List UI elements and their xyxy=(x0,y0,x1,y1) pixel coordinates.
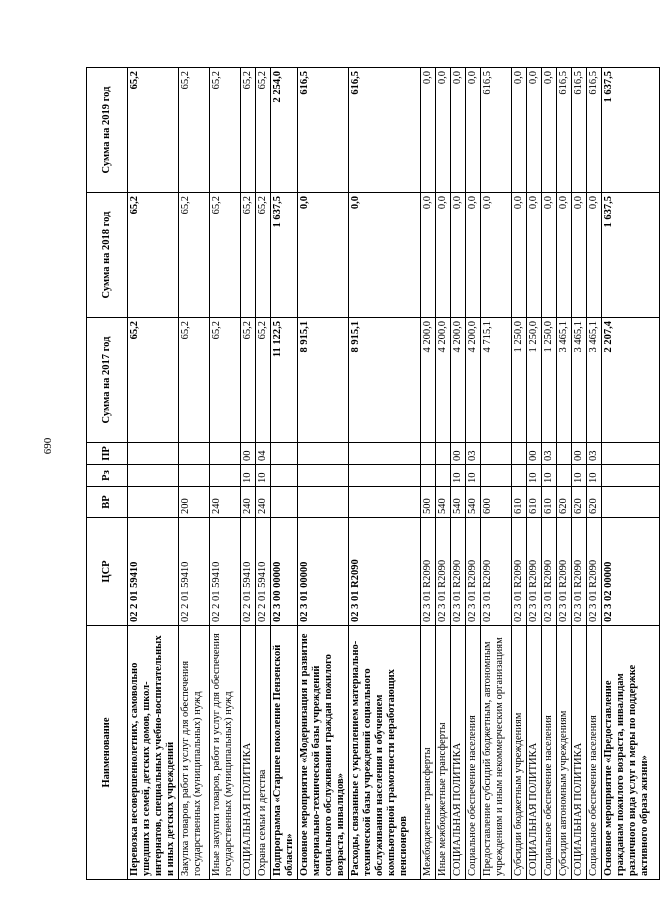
table-row xyxy=(421,68,436,880)
cell-sum-2018: 0,0 xyxy=(572,193,587,318)
cell-sum-2018: 0,0 xyxy=(349,193,421,318)
cell-sum-2019: 65,2 xyxy=(179,68,210,193)
cell-sum-2017: 65,2 xyxy=(210,318,241,443)
cell-sum-2018: 0,0 xyxy=(481,193,512,318)
cell-name: Социальное обеспечение населения xyxy=(466,626,481,880)
cell-csr: 02 2 01 59410 xyxy=(256,518,271,626)
cell-sum-2019: 0,0 xyxy=(421,68,436,193)
cell-sum-2017: 65,2 xyxy=(128,318,179,443)
cell-vr: 610 xyxy=(527,487,542,518)
cell-sum-2017: 65,2 xyxy=(256,318,271,443)
cell-name: СОЦИАЛЬНАЯ ПОЛИТИКА xyxy=(451,626,466,880)
cell-name: Социальное обеспечение населения xyxy=(542,626,557,880)
cell-sum-2017: 3 465,1 xyxy=(572,318,587,443)
cell-pr: 03 xyxy=(466,443,481,465)
cell-vr: 610 xyxy=(542,487,557,518)
cell-vr: 610 xyxy=(512,487,527,518)
cell-rz xyxy=(298,465,349,487)
cell-sum-2018: 0,0 xyxy=(527,193,542,318)
cell-sum-2017: 65,2 xyxy=(179,318,210,443)
cell-vr: 540 xyxy=(436,487,451,518)
cell-sum-2017: 8 915,1 xyxy=(349,318,421,443)
cell-sum-2018: 0,0 xyxy=(466,193,481,318)
cell-rz xyxy=(436,465,451,487)
cell-sum-2019: 0,0 xyxy=(436,68,451,193)
header-sum-2018: Сумма на 2018 год xyxy=(87,193,128,318)
rotated-table-container xyxy=(86,68,650,880)
cell-sum-2017: 3 465,1 xyxy=(557,318,572,443)
cell-pr xyxy=(298,443,349,465)
cell-sum-2019: 0,0 xyxy=(512,68,527,193)
cell-pr xyxy=(128,443,179,465)
cell-sum-2019: 616,5 xyxy=(349,68,421,193)
cell-pr xyxy=(271,443,298,465)
cell-name: Расходы, связанные с укреплением материально-технической базы учреждений социального обслуживания населения и обучением компьютерной грамотности неработающих пенсионеров xyxy=(349,626,421,880)
cell-name: Подпрограмма «Старшее поколение Пензенской области» xyxy=(271,626,298,880)
cell-vr: 620 xyxy=(587,487,602,518)
cell-sum-2019: 65,2 xyxy=(128,68,179,193)
table-row xyxy=(210,68,241,880)
cell-vr: 240 xyxy=(256,487,271,518)
cell-rz: 10 xyxy=(451,465,466,487)
cell-sum-2018: 65,2 xyxy=(210,193,241,318)
cell-sum-2019: 2 254,0 xyxy=(271,68,298,193)
cell-sum-2018: 0,0 xyxy=(587,193,602,318)
cell-name: Предоставление субсидий бюджетным, автономным учреждениям и иным некоммерческим организациям xyxy=(481,626,512,880)
cell-csr: 02 3 01 R2090 xyxy=(349,518,421,626)
cell-sum-2018: 65,2 xyxy=(256,193,271,318)
cell-name: Перевозка несовершеннолетних, самовольно ушедших из семей, детских домов, школ-интернатов, специальных учебно-воспитательных и иных детских учреждений xyxy=(128,626,179,880)
cell-sum-2018: 0,0 xyxy=(298,193,349,318)
table-row xyxy=(128,68,179,880)
cell-vr xyxy=(271,487,298,518)
header-sum-2017: Сумма на 2017 год xyxy=(87,318,128,443)
cell-name: СОЦИАЛЬНАЯ ПОЛИТИКА xyxy=(527,626,542,880)
table-row xyxy=(179,68,210,880)
cell-sum-2017: 4 200,0 xyxy=(436,318,451,443)
table-row xyxy=(602,68,660,880)
table-row xyxy=(466,68,481,880)
cell-rz xyxy=(421,465,436,487)
cell-pr xyxy=(557,443,572,465)
cell-pr xyxy=(481,443,512,465)
cell-rz xyxy=(210,465,241,487)
cell-sum-2017: 8 915,1 xyxy=(298,318,349,443)
budget-table xyxy=(86,67,660,880)
cell-vr: 540 xyxy=(466,487,481,518)
cell-vr: 620 xyxy=(557,487,572,518)
table-row xyxy=(557,68,572,880)
cell-rz xyxy=(602,465,660,487)
cell-sum-2018: 65,2 xyxy=(179,193,210,318)
cell-csr: 02 3 01 R2090 xyxy=(557,518,572,626)
cell-rz: 10 xyxy=(527,465,542,487)
cell-vr: 200 xyxy=(179,487,210,518)
cell-csr: 02 3 01 R2090 xyxy=(451,518,466,626)
cell-sum-2019: 616,5 xyxy=(572,68,587,193)
cell-rz: 10 xyxy=(466,465,481,487)
cell-name: Иные закупки товаров, работ и услуг для обеспечения государственных (муниципальных) нужд xyxy=(210,626,241,880)
cell-sum-2018: 1 637,5 xyxy=(271,193,298,318)
cell-name: Основное мероприятие «Модернизация и развитие материально-технической базы учреждений социального обслуживания граждан пожилого возраста, инвалидов» xyxy=(298,626,349,880)
header-vr: ВР xyxy=(87,487,128,518)
cell-name: Субсидии бюджетным учреждениям xyxy=(512,626,527,880)
cell-rz: 10 xyxy=(572,465,587,487)
cell-csr: 02 3 01 R2090 xyxy=(436,518,451,626)
cell-sum-2019: 0,0 xyxy=(527,68,542,193)
cell-csr: 02 3 00 00000 xyxy=(271,518,298,626)
table-row xyxy=(349,68,421,880)
cell-sum-2018: 0,0 xyxy=(512,193,527,318)
table-row xyxy=(527,68,542,880)
cell-vr: 620 xyxy=(572,487,587,518)
cell-sum-2019: 616,5 xyxy=(298,68,349,193)
table-row xyxy=(481,68,512,880)
cell-rz xyxy=(179,465,210,487)
header-csr: ЦСР xyxy=(87,518,128,626)
cell-rz xyxy=(349,465,421,487)
cell-pr: 00 xyxy=(451,443,466,465)
cell-name: СОЦИАЛЬНАЯ ПОЛИТИКА xyxy=(572,626,587,880)
cell-rz xyxy=(128,465,179,487)
cell-sum-2018: 0,0 xyxy=(436,193,451,318)
cell-name: Иные межбюджетные трансферты xyxy=(436,626,451,880)
cell-sum-2017: 1 250,0 xyxy=(527,318,542,443)
cell-sum-2017: 2 207,4 xyxy=(602,318,660,443)
cell-csr: 02 3 01 R2090 xyxy=(542,518,557,626)
cell-csr: 02 2 01 59410 xyxy=(241,518,256,626)
table-row xyxy=(587,68,602,880)
cell-rz xyxy=(481,465,512,487)
cell-csr: 02 2 01 59410 xyxy=(179,518,210,626)
cell-sum-2017: 4 715,1 xyxy=(481,318,512,443)
cell-sum-2019: 65,2 xyxy=(241,68,256,193)
table-row xyxy=(542,68,557,880)
cell-sum-2018: 0,0 xyxy=(451,193,466,318)
cell-sum-2019: 65,2 xyxy=(256,68,271,193)
cell-sum-2017: 65,2 xyxy=(241,318,256,443)
cell-sum-2018: 0,0 xyxy=(421,193,436,318)
cell-rz xyxy=(557,465,572,487)
table-row xyxy=(451,68,466,880)
cell-vr: 600 xyxy=(481,487,512,518)
cell-csr: 02 3 01 R2090 xyxy=(587,518,602,626)
cell-name: Охрана семьи и детства xyxy=(256,626,271,880)
cell-pr: 03 xyxy=(542,443,557,465)
cell-name: Закупка товаров, работ и услуг для обеспечения государственных (муниципальных) нужд xyxy=(179,626,210,880)
cell-sum-2018: 0,0 xyxy=(542,193,557,318)
cell-sum-2018: 65,2 xyxy=(128,193,179,318)
cell-sum-2019: 616,5 xyxy=(481,68,512,193)
cell-rz xyxy=(512,465,527,487)
cell-vr: 240 xyxy=(241,487,256,518)
cell-csr: 02 3 01 R2090 xyxy=(527,518,542,626)
cell-pr: 03 xyxy=(587,443,602,465)
cell-name: Социальное обеспечение населения xyxy=(587,626,602,880)
cell-sum-2019: 0,0 xyxy=(542,68,557,193)
cell-name: Межбюджетные трансферты xyxy=(421,626,436,880)
cell-sum-2017: 3 465,1 xyxy=(587,318,602,443)
cell-pr xyxy=(421,443,436,465)
cell-pr xyxy=(349,443,421,465)
cell-vr xyxy=(298,487,349,518)
cell-rz xyxy=(271,465,298,487)
cell-vr: 500 xyxy=(421,487,436,518)
cell-sum-2019: 0,0 xyxy=(451,68,466,193)
cell-name: Субсидии автономным учреждениям xyxy=(557,626,572,880)
cell-rz: 10 xyxy=(542,465,557,487)
table-row xyxy=(512,68,527,880)
cell-sum-2017: 11 122,5 xyxy=(271,318,298,443)
cell-vr xyxy=(128,487,179,518)
cell-vr: 240 xyxy=(210,487,241,518)
cell-pr: 04 xyxy=(256,443,271,465)
cell-sum-2017: 1 250,0 xyxy=(512,318,527,443)
cell-sum-2017: 4 200,0 xyxy=(466,318,481,443)
cell-csr: 02 3 02 00000 xyxy=(602,518,660,626)
table-row xyxy=(572,68,587,880)
cell-sum-2017: 1 250,0 xyxy=(542,318,557,443)
cell-vr xyxy=(602,487,660,518)
cell-pr: 00 xyxy=(527,443,542,465)
header-name: Наименование xyxy=(87,626,128,880)
cell-csr: 02 3 01 00000 xyxy=(298,518,349,626)
cell-sum-2019: 616,5 xyxy=(557,68,572,193)
table-row xyxy=(256,68,271,880)
table-row xyxy=(271,68,298,880)
cell-pr xyxy=(512,443,527,465)
header-sum-2019: Сумма на 2019 год xyxy=(87,68,128,193)
cell-sum-2018: 65,2 xyxy=(241,193,256,318)
cell-pr xyxy=(210,443,241,465)
cell-pr xyxy=(602,443,660,465)
cell-sum-2018: 0,0 xyxy=(557,193,572,318)
cell-csr: 02 2 01 59410 xyxy=(128,518,179,626)
cell-rz: 10 xyxy=(256,465,271,487)
cell-name: Основное мероприятие «Предоставление гражданам пожилого возраста, инвалидам различного вида услуг и меры по поддержке активного образа жизни» xyxy=(602,626,660,880)
cell-pr: 00 xyxy=(241,443,256,465)
cell-sum-2019: 0,0 xyxy=(466,68,481,193)
table-body xyxy=(128,68,660,880)
cell-pr xyxy=(436,443,451,465)
cell-pr: 00 xyxy=(572,443,587,465)
cell-sum-2019: 616,5 xyxy=(587,68,602,193)
cell-name: СОЦИАЛЬНАЯ ПОЛИТИКА xyxy=(241,626,256,880)
cell-vr xyxy=(349,487,421,518)
cell-sum-2019: 65,2 xyxy=(210,68,241,193)
cell-sum-2017: 4 200,0 xyxy=(421,318,436,443)
cell-vr: 540 xyxy=(451,487,466,518)
cell-csr: 02 3 01 R2090 xyxy=(466,518,481,626)
cell-rz: 10 xyxy=(241,465,256,487)
cell-csr: 02 3 01 R2090 xyxy=(572,518,587,626)
cell-rz: 10 xyxy=(587,465,602,487)
cell-csr: 02 2 01 59410 xyxy=(210,518,241,626)
cell-csr: 02 3 01 R2090 xyxy=(421,518,436,626)
table-row xyxy=(241,68,256,880)
cell-sum-2017: 4 200,0 xyxy=(451,318,466,443)
cell-sum-2018: 1 637,5 xyxy=(602,193,660,318)
cell-pr xyxy=(179,443,210,465)
cell-csr: 02 3 01 R2090 xyxy=(481,518,512,626)
header-rz: Рз xyxy=(87,465,128,487)
header-row xyxy=(87,68,128,880)
cell-csr: 02 3 01 R2090 xyxy=(512,518,527,626)
header-pr: ПР xyxy=(87,443,128,465)
cell-sum-2019: 1 637,5 xyxy=(602,68,660,193)
table-row xyxy=(436,68,451,880)
page-number: 690 xyxy=(42,437,54,455)
table-row xyxy=(298,68,349,880)
